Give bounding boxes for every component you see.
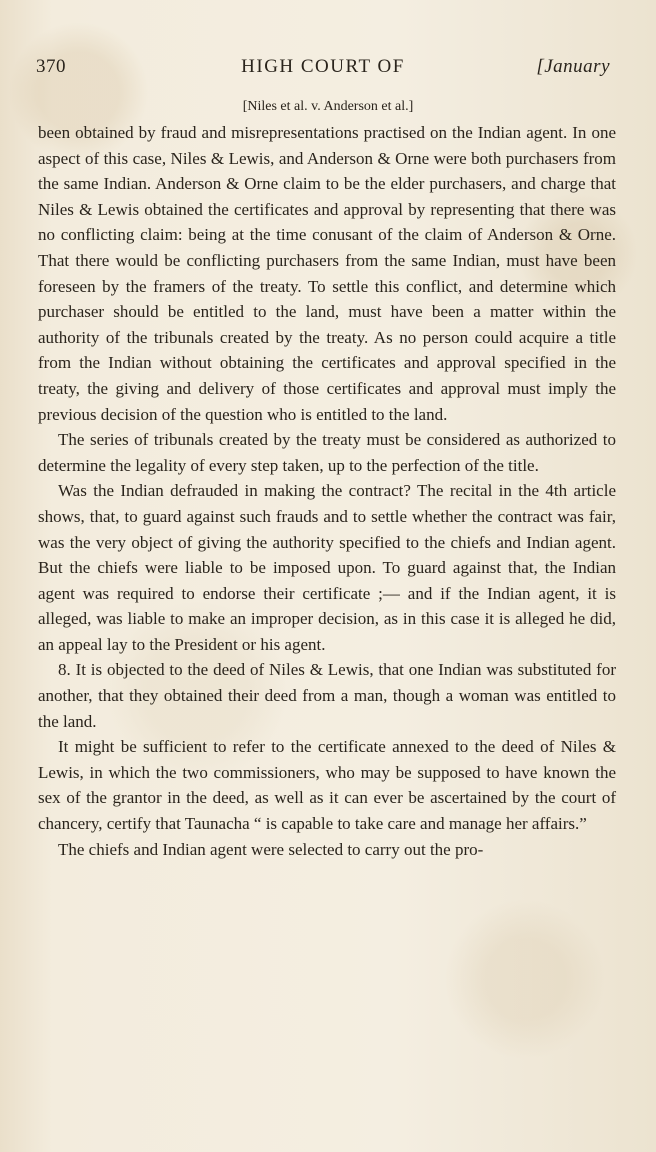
body-text [38,120,616,862]
court-heading: HIGH COURT OF [241,56,405,77]
paragraph-5: It might be sufficient to refer to the certificate annexed to the deed of Niles & Lewis, in which the two commissioners, who may be supposed to have known the sex of the grantor in the deed, as well as it can ever be ascertained by the court of chancery, certify that Taunacha “ is capable to take care and manage her affairs.” [38,737,616,834]
paragraph-1: been obtained by fraud and misrepresentations practised on the Indian agent. In one aspect of this case, Niles & Lewis, and Anderson & Orne were both purchasers from the same Indian. Anderson & Orne claim to be the elder purchasers, and charge that Niles & Lewis obtained the certificates and approval by representing that there was no conflicting claim: being at the time conusant of the claim of Anderson & Orne. That there would be conflicting purchasers from the same Indian, must have been foreseen by the framers of the treaty. To settle this conflict, and determine which purchaser should be entitled to the land, must have been a matter within the authority of the tribunals created by the treaty. As no person could acquire a title from the Indian without obtaining the certificates and approval specified in the treaty, the giving and delivery of those certificates and approval must imply the previous decision of the question who is entitled to the land. [38,123,616,424]
paragraph-6: The chiefs and Indian agent were selected to carry out the pro- [58,839,484,859]
paragraph-3: Was the Indian defrauded in making the contract? The recital in the 4th article shows, that, to guard against such frauds and to settle whether the contract was fair, was the very object of giving the authority specified to the chiefs and Indian agent. But the chiefs were liable to be imposed upon. To guard against that, the Indian agent was required to endorse their certificate ;— and if the Indian agent, it is alleged, was liable to make an improper decision, as in this case it is alleged he did, an appeal lay to the President or his agent. [38,481,616,654]
case-reference: [Niles et al. v. Anderson et al.] [242,99,414,114]
paragraph-2: The series of tribunals created by the treaty must be considered as authorized to determine the legality of every step taken, up to the perfection of the title. [38,430,616,475]
running-head [36,56,610,84]
term-label: [January [536,56,610,77]
paragraph-4: 8. It is objected to the deed of Niles & Lewis, that one Indian was substituted for another, that they obtained their deed from a man, though a woman was entitled to the land. [38,660,616,731]
page-number: 370 [36,56,66,77]
